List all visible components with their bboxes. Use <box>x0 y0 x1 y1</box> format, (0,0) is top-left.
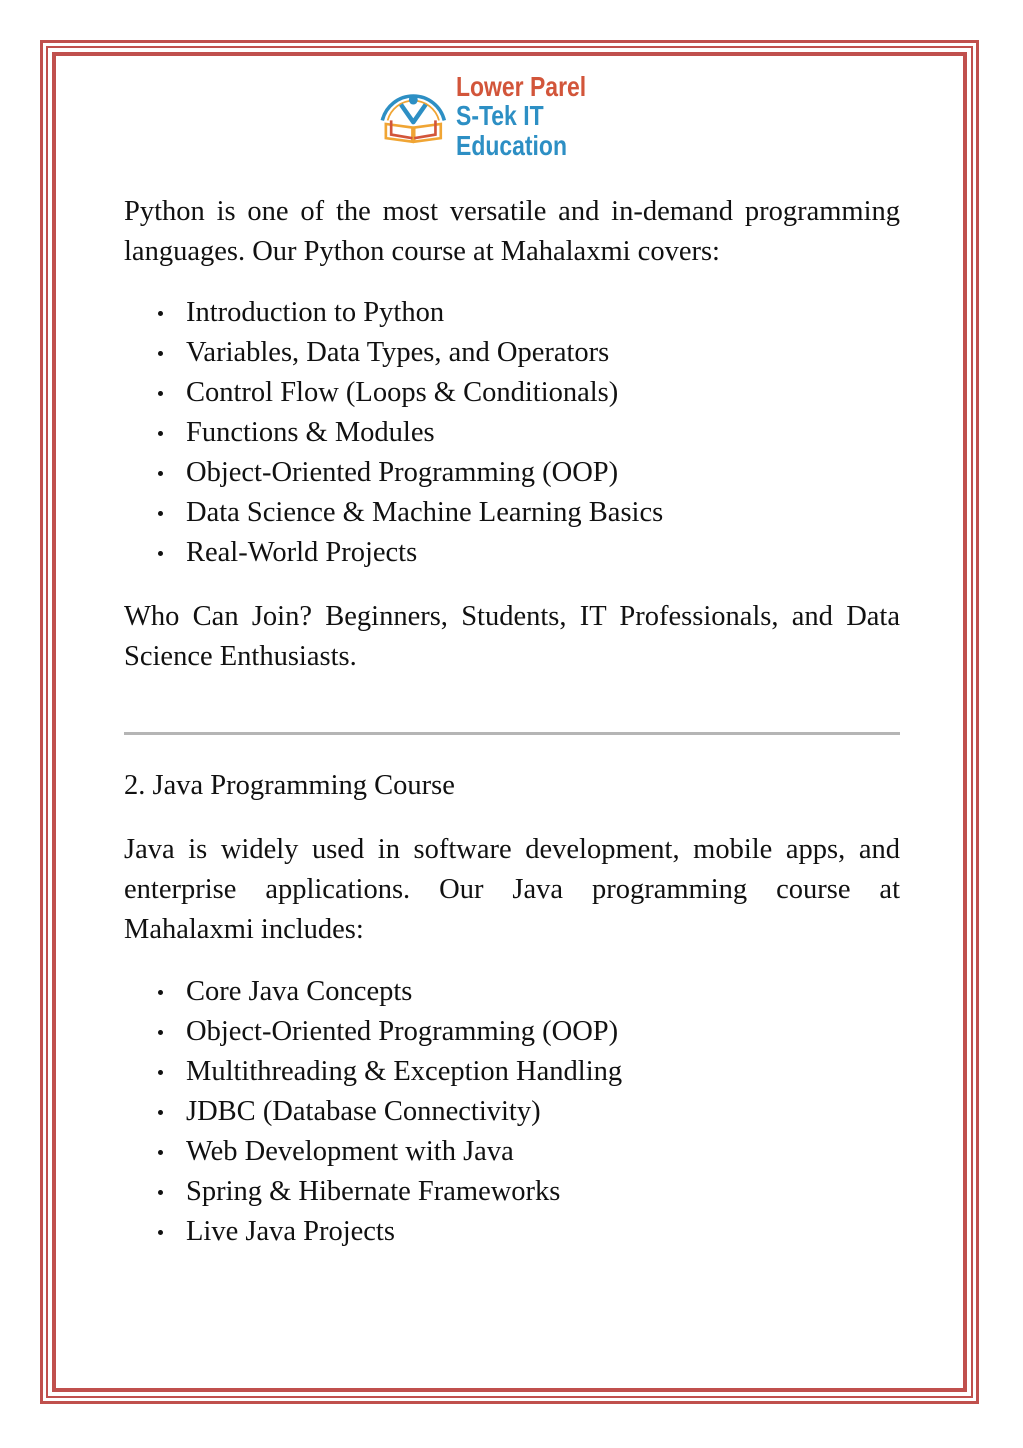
list-item: Object-Oriented Programming (OOP) <box>124 1012 900 1052</box>
python-topics-list <box>124 293 900 573</box>
list-item: Introduction to Python <box>124 293 900 333</box>
bullet-icon <box>158 311 163 316</box>
list-item: Functions & Modules <box>124 413 900 453</box>
list-item: Web Development with Java <box>124 1132 900 1172</box>
list-item: Variables, Data Types, and Operators <box>124 333 900 373</box>
bullet-icon <box>158 431 163 436</box>
list-item: JDBC (Database Connectivity) <box>124 1092 900 1132</box>
bullet-icon <box>158 1230 163 1235</box>
bullet-icon <box>158 1030 163 1035</box>
bullet-icon <box>158 1190 163 1195</box>
java-section-heading: 2. Java Programming Course <box>124 770 455 801</box>
brand-logo <box>377 70 677 161</box>
list-item: Object-Oriented Programming (OOP) <box>124 453 900 493</box>
java-topics-list <box>124 972 900 1252</box>
book-person-logo-icon <box>377 81 450 151</box>
list-item: Multithreading & Exception Handling <box>124 1052 900 1092</box>
bullet-icon <box>158 1070 163 1075</box>
brand-name <box>456 72 638 160</box>
bullet-icon <box>158 551 163 556</box>
bullet-icon <box>158 1150 163 1155</box>
section-divider <box>124 732 900 735</box>
list-item: Control Flow (Loops & Conditionals) <box>124 373 900 413</box>
bullet-icon <box>158 990 163 995</box>
list-item: Live Java Projects <box>124 1212 900 1252</box>
bullet-icon <box>158 351 163 356</box>
list-item: Spring & Hibernate Frameworks <box>124 1172 900 1212</box>
list-item: Data Science & Machine Learning Basics <box>124 493 900 533</box>
brand-location: Lower Parel <box>455 70 586 102</box>
bullet-icon <box>158 1110 163 1115</box>
bullet-icon <box>158 391 163 396</box>
java-intro: Java is widely used in software development, mobile apps, and enterprise applications. Our Java programming course at Mahalaxmi includes: <box>124 834 900 945</box>
list-item: Real-World Projects <box>124 533 900 573</box>
python-intro: Python is one of the most versatile and in-demand programming languages. Our Python course at Mahalaxmi covers: <box>124 196 900 267</box>
document-body <box>124 192 900 1252</box>
list-item: Core Java Concepts <box>124 972 900 1012</box>
brand-title: S-Tek IT Education <box>455 100 567 161</box>
python-audience: Who Can Join? Beginners, Students, IT Professionals, and Data Science Enthusiasts. <box>124 601 900 672</box>
bullet-icon <box>158 471 163 476</box>
bullet-icon <box>158 511 163 516</box>
